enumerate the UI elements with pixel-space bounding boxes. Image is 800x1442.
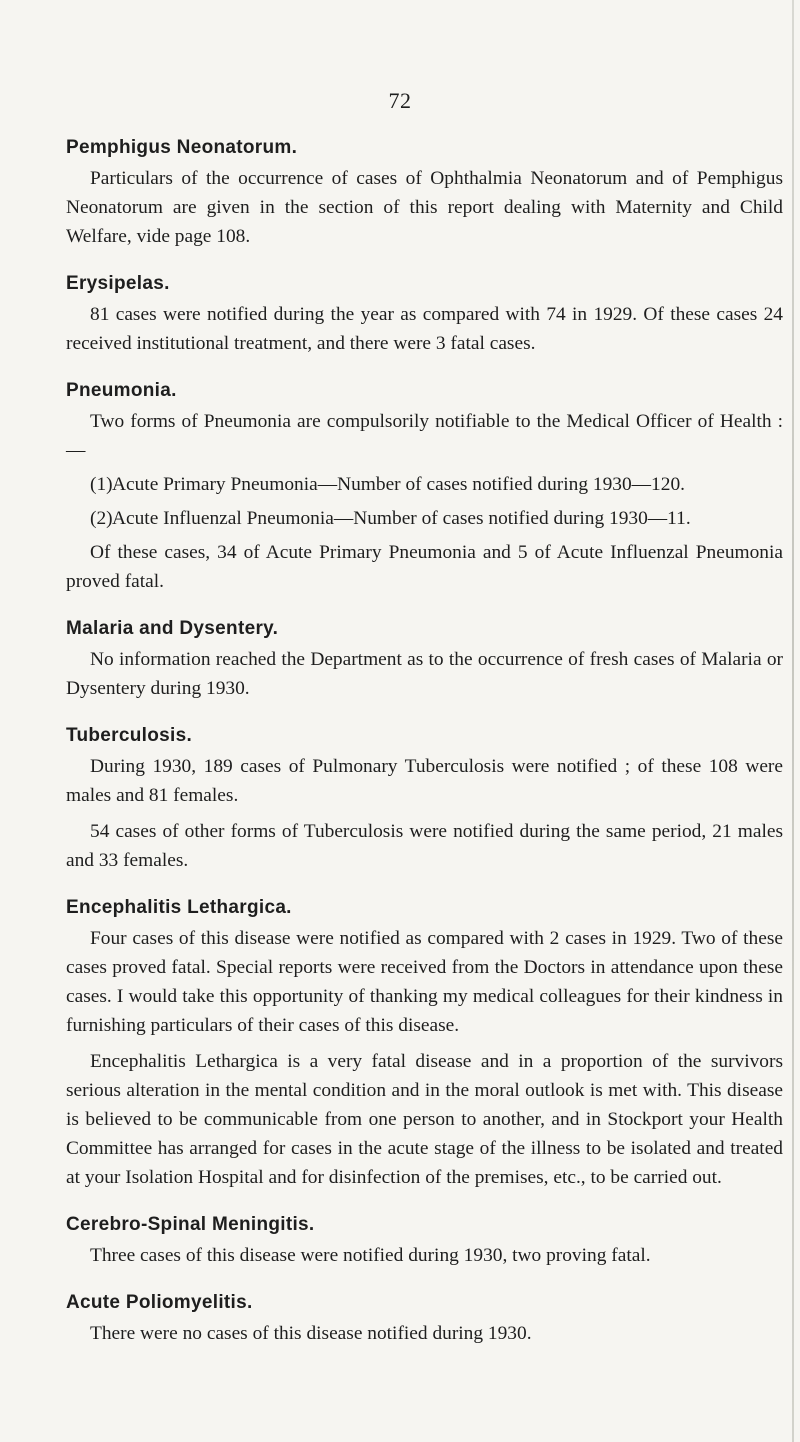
section-heading: Pneumonia. bbox=[66, 380, 177, 401]
item-number: (1) bbox=[90, 474, 113, 495]
paragraph: No information reached the Department as to the occurrence of fresh cases of Malaria or Dysentery during 1930. bbox=[66, 649, 783, 699]
section-heading: Encephalitis Lethargica. bbox=[66, 897, 292, 918]
section-heading: Acute Poliomyelitis. bbox=[66, 1292, 253, 1313]
page-edge-shadow bbox=[792, 0, 794, 1442]
paragraph: Encephalitis Lethargica is a very fatal disease and in a proportion of the survivors serious alteration in the mental condition and in the moral outlook is met with. This disease is believed to be communicable from one person to another, and in Stockport your Health Committee has arranged for cases in the acute stage of the illness to be isolated and treated at your Isolation Hospital and for disinfection of the premises, etc., to be carried out. bbox=[66, 1051, 783, 1188]
section-encephalitis bbox=[66, 896, 783, 1192]
section-heading: Malaria and Dysentery. bbox=[66, 618, 279, 639]
paragraph: During 1930, 189 cases of Pulmonary Tuberculosis were notified ; of these 108 were males and 81 females. bbox=[66, 756, 783, 806]
section-tuberculosis bbox=[66, 724, 783, 875]
paragraph: There were no cases of this disease notified during 1930. bbox=[90, 1323, 532, 1344]
paragraph: Of these cases, 34 of Acute Primary Pneumonia and 5 of Acute Influenzal Pneumonia proved fatal. bbox=[66, 542, 783, 592]
paragraph: 54 cases of other forms of Tuberculosis were notified during the same period, 21 males and 33 females. bbox=[66, 821, 783, 871]
section-pemphigus bbox=[66, 136, 783, 251]
paragraph: Four cases of this disease were notified as compared with 2 cases in 1929. Two of these cases proved fatal. Special reports were received from the Doctors in attendance upon these cases. I would take this opportunity of thanking my medical colleagues for their kindness in furnishing particulars of their cases of this disease. bbox=[66, 928, 783, 1036]
item-text: Acute Primary Pneumonia—Number of cases notified during 1930—120. bbox=[112, 474, 685, 495]
section-malaria-dysentery bbox=[66, 617, 783, 703]
section-cerebro-spinal bbox=[66, 1213, 783, 1270]
section-heading: Pemphigus Neonatorum. bbox=[66, 137, 298, 158]
paragraph: 81 cases were notified during the year as compared with 74 in 1929. Of these cases 24 received institutional treatment, and there were 3 fatal cases. bbox=[66, 304, 783, 354]
page-number: 72 bbox=[388, 88, 412, 113]
item-text: Acute Influenzal Pneumonia—Number of cases notified during 1930—11. bbox=[112, 508, 691, 529]
section-heading: Erysipelas. bbox=[66, 273, 170, 294]
section-heading: Tuberculosis. bbox=[66, 725, 193, 746]
section-heading: Cerebro-Spinal Meningitis. bbox=[66, 1214, 315, 1235]
numbered-item bbox=[66, 504, 783, 533]
section-pneumonia bbox=[66, 379, 783, 596]
paragraph: Particulars of the occurrence of cases of Ophthalmia Neonatorum and of Pemphigus Neonatorum are given in the section of this report dealing with Maternity and Child Welfare, vide page 108. bbox=[66, 168, 783, 247]
paragraph: Three cases of this disease were notified during 1930, two proving fatal. bbox=[90, 1245, 651, 1266]
paragraph: Two forms of Pneumonia are compulsorily notifiable to the Medical Officer of Health :— bbox=[66, 411, 783, 461]
numbered-item bbox=[66, 470, 783, 499]
item-number: (2) bbox=[90, 508, 113, 529]
section-poliomyelitis bbox=[66, 1291, 783, 1348]
section-erysipelas bbox=[66, 272, 783, 358]
page-body bbox=[66, 136, 783, 1369]
